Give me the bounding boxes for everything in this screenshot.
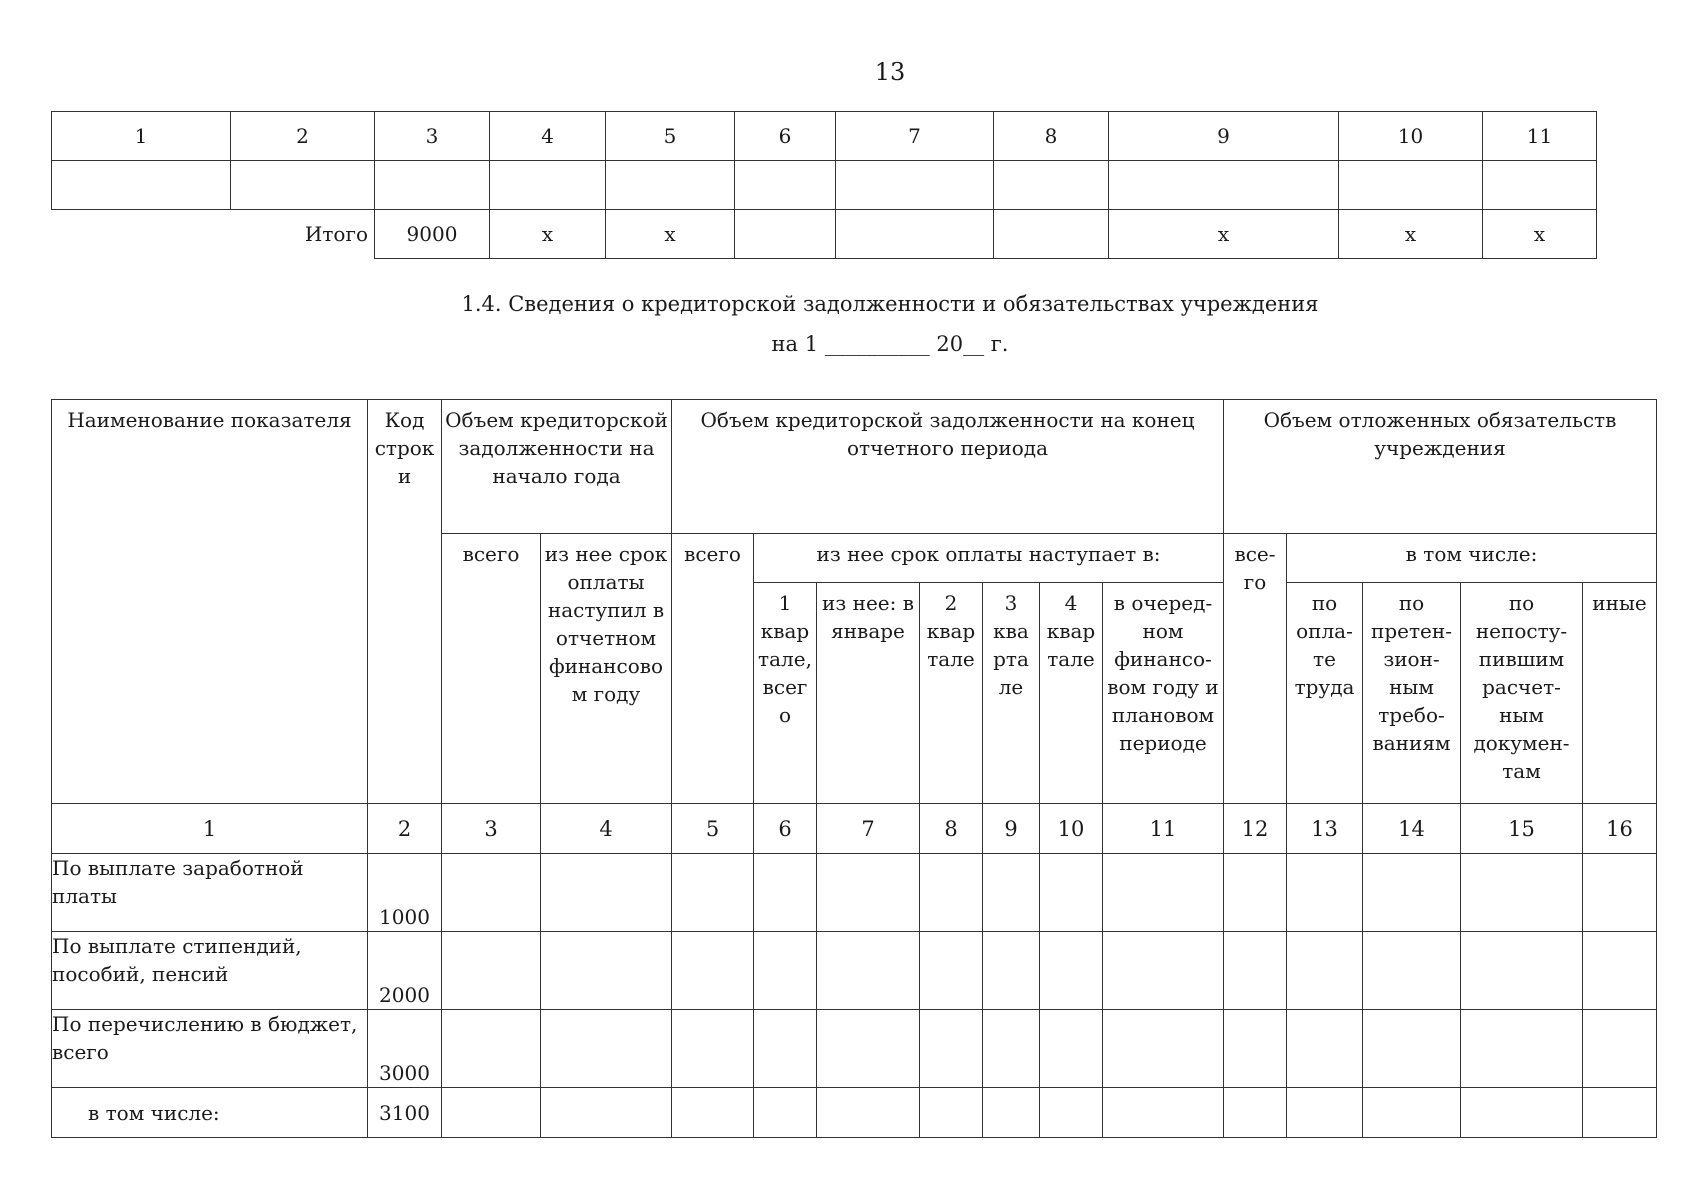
data-cell	[1583, 854, 1657, 932]
row-code: 3100	[368, 1088, 442, 1138]
total-label: Итого	[304, 222, 368, 247]
header-claims: по претен- зион- ным требо- ваниям	[1363, 583, 1461, 804]
row-label: По выплате заработной платы	[52, 854, 368, 932]
data-cell	[983, 1010, 1040, 1088]
empty-cell	[735, 161, 836, 210]
data-cell	[541, 1088, 672, 1138]
data-cell	[1363, 932, 1461, 1010]
total-cell	[994, 210, 1109, 259]
blank-cell	[52, 210, 231, 259]
empty-cell	[52, 161, 231, 210]
data-cell	[1103, 932, 1224, 1010]
header-start-volume: Объем кредиторской задолженности на начало года	[442, 400, 672, 534]
data-cell	[1224, 854, 1287, 932]
empty-cell	[1483, 161, 1597, 210]
row-label: По перечислению в бюджет, всего	[52, 1010, 368, 1088]
total-row	[52, 210, 1597, 259]
data-cell	[920, 1010, 983, 1088]
column-number: 15	[1461, 804, 1583, 854]
data-cell	[983, 932, 1040, 1010]
column-number: 4	[490, 112, 606, 161]
column-number: 5	[672, 804, 754, 854]
header-row-code: Код строк и	[368, 400, 442, 804]
total-cell: х	[1339, 210, 1483, 259]
row-code: 3000	[368, 1010, 442, 1088]
column-number: 2	[368, 804, 442, 854]
empty-cell	[1339, 161, 1483, 210]
header-other: иные	[1583, 583, 1657, 804]
total-cell: х	[606, 210, 735, 259]
header-january: из нее: в январе	[817, 583, 920, 804]
header-next-year: в очеред- ном финансо- вом году и плановом периоде	[1103, 583, 1224, 804]
column-number: 5	[606, 112, 735, 161]
data-cell	[1461, 854, 1583, 932]
header-q4: 4 квар тале	[1040, 583, 1103, 804]
data-cell	[1040, 854, 1103, 932]
total-cell	[836, 210, 994, 259]
data-cell	[754, 1010, 817, 1088]
header-including: в том числе:	[1287, 534, 1657, 583]
data-cell	[672, 1088, 754, 1138]
data-cell	[1461, 1088, 1583, 1138]
column-number-row	[52, 112, 1597, 161]
data-cell	[1287, 854, 1363, 932]
data-cell	[1363, 854, 1461, 932]
row-label: По выплате стипендий, пособий, пенсий	[52, 932, 368, 1010]
table-row	[52, 932, 1657, 1010]
table-row	[52, 1088, 1657, 1138]
data-cell	[920, 854, 983, 932]
data-cell	[1040, 932, 1103, 1010]
data-cell	[817, 932, 920, 1010]
total-code: 9000	[375, 210, 490, 259]
empty-cell	[836, 161, 994, 210]
empty-cell	[1109, 161, 1339, 210]
data-cell	[754, 854, 817, 932]
data-cell	[1461, 1010, 1583, 1088]
column-number: 8	[920, 804, 983, 854]
column-number: 1	[52, 112, 231, 161]
header-indicator-name: Наименование показателя	[52, 400, 368, 804]
header-deferred: Объем отложенных обязательств учреждения	[1224, 400, 1657, 534]
data-cell	[442, 854, 541, 932]
data-cell	[1103, 1010, 1224, 1088]
header-q3: 3 ква рта ле	[983, 583, 1040, 804]
data-cell	[983, 854, 1040, 932]
column-number: 3	[375, 112, 490, 161]
header-q1: 1 квар тале, всег о	[754, 583, 817, 804]
column-number-row	[52, 804, 1657, 854]
table-row	[52, 854, 1657, 932]
data-cell	[1224, 1088, 1287, 1138]
row-label: в том числе:	[52, 1088, 368, 1138]
empty-cell	[231, 161, 375, 210]
page-number: 13	[874, 58, 906, 86]
data-cell	[920, 1088, 983, 1138]
data-cell	[1103, 1088, 1224, 1138]
report-date-line: на 1 __________ 20__ г.	[771, 332, 1009, 356]
column-number: 6	[735, 112, 836, 161]
header-row	[52, 400, 1657, 534]
row-code: 1000	[368, 854, 442, 932]
data-cell	[1224, 932, 1287, 1010]
data-cell	[541, 1010, 672, 1088]
data-cell	[1461, 932, 1583, 1010]
column-number: 9	[983, 804, 1040, 854]
column-number: 16	[1583, 804, 1657, 854]
payables-table	[51, 399, 1657, 1138]
empty-cell	[994, 161, 1109, 210]
header-start-total: всего	[442, 534, 541, 804]
total-cell	[735, 210, 836, 259]
empty-cell	[375, 161, 490, 210]
data-cell	[1287, 932, 1363, 1010]
column-number: 2	[231, 112, 375, 161]
total-cell: х	[1109, 210, 1339, 259]
column-number: 6	[754, 804, 817, 854]
data-cell	[983, 1088, 1040, 1138]
data-cell	[754, 1088, 817, 1138]
data-cell	[817, 854, 920, 932]
column-number: 13	[1287, 804, 1363, 854]
data-cell	[920, 932, 983, 1010]
data-cell	[672, 932, 754, 1010]
column-number: 10	[1040, 804, 1103, 854]
column-number: 4	[541, 804, 672, 854]
column-number: 9	[1109, 112, 1339, 161]
column-number: 7	[817, 804, 920, 854]
data-cell	[754, 932, 817, 1010]
data-cell	[442, 932, 541, 1010]
data-cell	[672, 854, 754, 932]
header-end-due: из нее срок оплаты наступает в:	[754, 534, 1224, 583]
column-number: 14	[1363, 804, 1461, 854]
column-number: 7	[836, 112, 994, 161]
table-row	[52, 1010, 1657, 1088]
header-end-volume: Объем кредиторской задолженности на конец отчетного периода	[672, 400, 1224, 534]
data-cell	[1040, 1088, 1103, 1138]
header-q2: 2 квар тале	[920, 583, 983, 804]
column-number: 10	[1339, 112, 1483, 161]
section-title: 1.4. Сведения о кредиторской задолженности и обязательствах учреждения	[461, 292, 1319, 316]
empty-row	[52, 161, 1597, 210]
column-number: 3	[442, 804, 541, 854]
column-number: 8	[994, 112, 1109, 161]
data-cell	[541, 854, 672, 932]
header-labor: по опла- те труда	[1287, 583, 1363, 804]
data-cell	[672, 1010, 754, 1088]
empty-cell	[490, 161, 606, 210]
data-cell	[1224, 1010, 1287, 1088]
data-cell	[1583, 1010, 1657, 1088]
total-cell: х	[1483, 210, 1597, 259]
data-cell	[541, 932, 672, 1010]
data-cell	[817, 1088, 920, 1138]
column-number: 1	[52, 804, 368, 854]
data-cell	[1040, 1010, 1103, 1088]
header-start-due: из нее срок оплаты наступил в отчетном финансово м году	[541, 534, 672, 804]
data-cell	[1583, 932, 1657, 1010]
data-cell	[442, 1088, 541, 1138]
data-cell	[1363, 1010, 1461, 1088]
data-cell	[817, 1010, 920, 1088]
data-cell	[442, 1010, 541, 1088]
header-deferred-total: все- го	[1224, 534, 1287, 804]
column-number: 11	[1483, 112, 1597, 161]
data-cell	[1583, 1088, 1657, 1138]
column-number: 11	[1103, 804, 1224, 854]
total-cell: х	[490, 210, 606, 259]
column-number: 12	[1224, 804, 1287, 854]
empty-cell	[606, 161, 735, 210]
header-documents: по непосту- пившим расчет- ным докумен- там	[1461, 583, 1583, 804]
row-code: 2000	[368, 932, 442, 1010]
continuation-table	[51, 111, 1597, 259]
data-cell	[1103, 854, 1224, 932]
data-cell	[1287, 1010, 1363, 1088]
header-end-total: всего	[672, 534, 754, 804]
data-cell	[1287, 1088, 1363, 1138]
data-cell	[1363, 1088, 1461, 1138]
